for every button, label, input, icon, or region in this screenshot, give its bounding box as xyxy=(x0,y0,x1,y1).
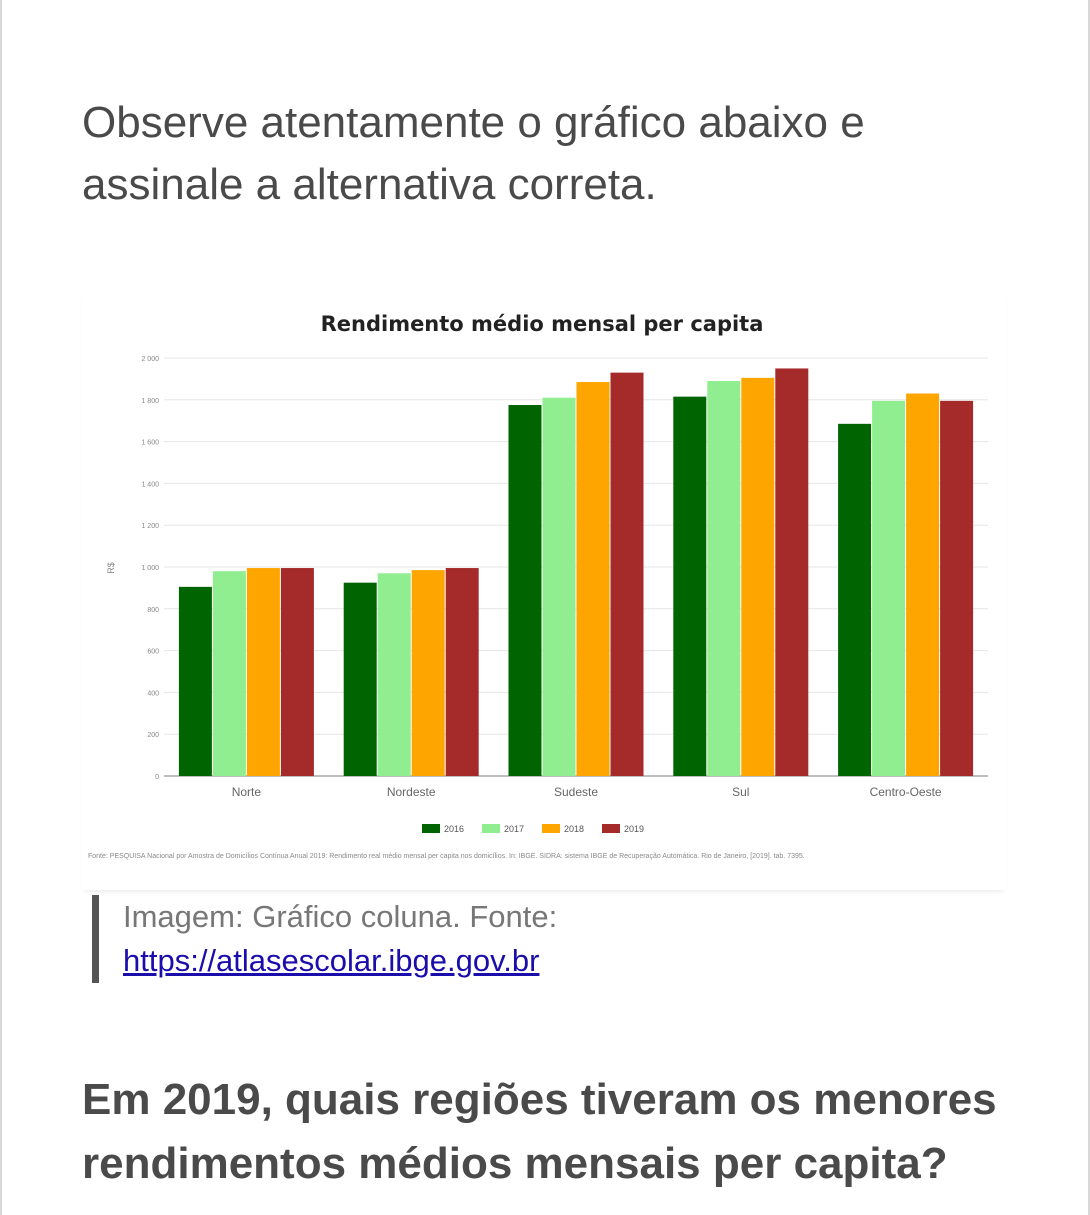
bar-sul-2018 xyxy=(741,378,774,776)
legend-swatch-2017 xyxy=(482,824,500,833)
source-link[interactable]: https://atlasescolar.ibge.gov.br xyxy=(123,943,540,978)
legend-swatch-2016 xyxy=(422,824,440,833)
legend-swatch-2018 xyxy=(542,824,560,833)
y-tick-label: 200 xyxy=(147,732,159,740)
bar-nordeste-2019 xyxy=(446,568,479,776)
y-tick-label: 600 xyxy=(147,648,159,656)
bar-centro-oeste-2017 xyxy=(872,401,905,776)
x-tick-label: Sudeste xyxy=(553,785,599,799)
y-tick-label: 400 xyxy=(147,690,159,698)
bar-sul-2017 xyxy=(707,381,740,776)
bar-sul-2016 xyxy=(673,397,706,776)
x-tick-label: Sul xyxy=(732,785,750,799)
y-tick-label: 1 800 xyxy=(141,397,159,405)
bar-sudeste-2018 xyxy=(577,382,610,776)
x-tick-label: Nordeste xyxy=(386,785,436,799)
y-tick-label: 1 400 xyxy=(141,481,159,489)
bar-nordeste-2017 xyxy=(378,573,411,776)
legend-label-2019: 2019 xyxy=(624,824,645,834)
y-tick-label: 0 xyxy=(155,774,159,781)
bar-norte-2016 xyxy=(179,587,212,776)
image-caption xyxy=(92,895,792,983)
x-tick-label: Centro-Oeste xyxy=(869,785,942,799)
legend-label-2016: 2016 xyxy=(444,824,465,834)
intro-text: Observe atentamente o gráfico abaixo e assinale a alternativa correta. xyxy=(82,98,865,209)
chart-title: Rendimento médio mensal per capita xyxy=(320,312,764,336)
y-tick-label: 2 000 xyxy=(141,356,159,363)
caption-text: Imagem: Gráfico coluna. Fonte: xyxy=(123,899,558,934)
bar-sul-2019 xyxy=(775,368,808,776)
x-tick-label: Norte xyxy=(231,785,262,799)
question-text: Em 2019, quais regiões tiveram os menores rendimentos médios mensais per capita? xyxy=(82,1075,997,1188)
bar-nordeste-2018 xyxy=(412,570,445,776)
bar-sudeste-2017 xyxy=(543,398,576,776)
legend-swatch-2019 xyxy=(602,824,620,833)
chart-source-note: Fonte: PESQUISA Nacional por Amostra de Domicílios Contínua Anual 2019: Rendimento real médio mensal per capita nos domicílios. In: IBGE. SIDRA: sistema IBGE de Recuperação Automática. Rio de Janeiro, [2019]. tab. 7395. xyxy=(88,853,805,860)
bar-centro-oeste-2016 xyxy=(838,424,871,776)
legend-label-2017: 2017 xyxy=(504,824,525,834)
bar-nordeste-2016 xyxy=(344,583,377,776)
bar-norte-2018 xyxy=(247,568,280,776)
y-tick-label: 1 200 xyxy=(141,523,159,531)
y-axis-label: R$ xyxy=(106,562,116,574)
bar-norte-2017 xyxy=(213,571,246,776)
bar-sudeste-2016 xyxy=(509,405,542,776)
chart-card xyxy=(82,292,1006,890)
bar-centro-oeste-2019 xyxy=(940,401,973,776)
y-tick-label: 1 000 xyxy=(141,565,159,572)
bar-chart xyxy=(82,292,1006,890)
y-tick-label: 1 600 xyxy=(141,439,159,447)
bar-sudeste-2019 xyxy=(611,373,644,776)
legend-label-2018: 2018 xyxy=(564,824,585,834)
y-tick-label: 800 xyxy=(147,606,159,614)
bar-norte-2019 xyxy=(281,568,314,776)
bar-centro-oeste-2018 xyxy=(906,394,939,776)
